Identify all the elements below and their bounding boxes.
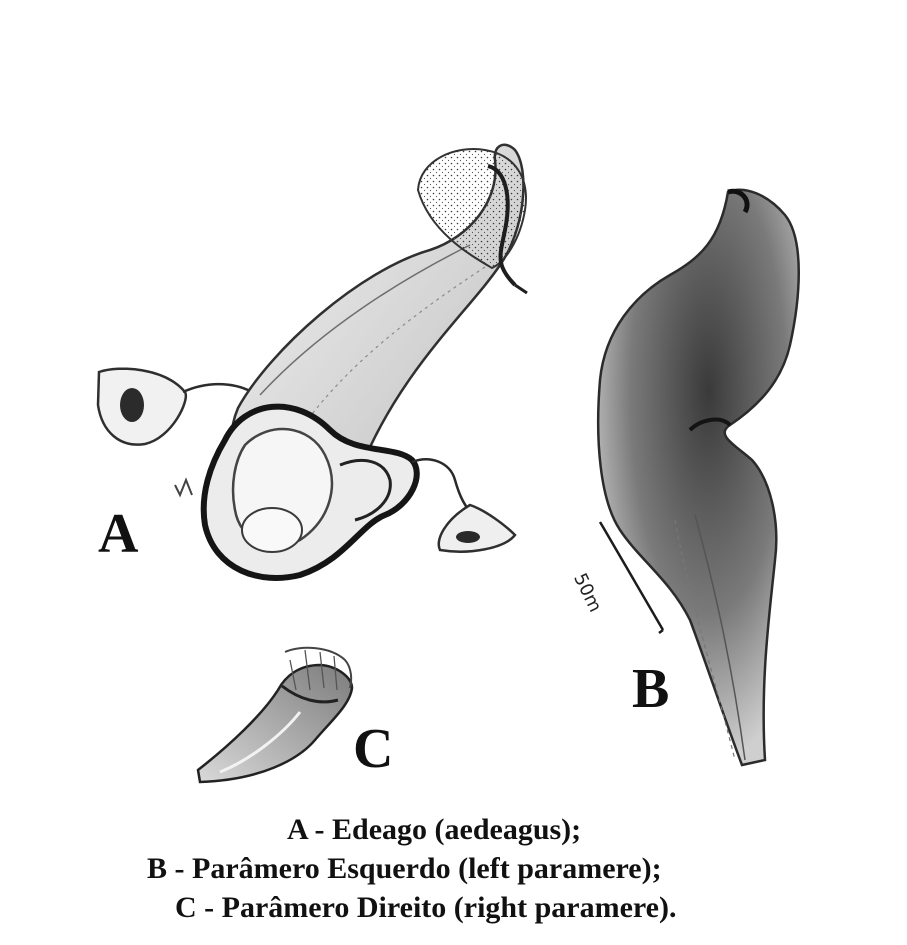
caption-line-right-paramere: C - Parâmero Direito (right paramere). bbox=[175, 891, 677, 924]
panel-label-b: B bbox=[632, 658, 670, 720]
aedeagus-right-spot bbox=[456, 531, 480, 543]
left-paramere-drawing bbox=[598, 190, 799, 765]
aedeagus-drawing bbox=[98, 145, 527, 578]
left-paramere-body bbox=[598, 190, 799, 765]
aedeagus-right-appendage bbox=[439, 505, 515, 552]
panel-label-c: C bbox=[353, 718, 394, 780]
right-paramere-drawing bbox=[198, 648, 352, 782]
right-paramere-body bbox=[198, 665, 352, 782]
caption-line-left-paramere: B - Parâmero Esquerdo (left paramere); bbox=[147, 852, 662, 885]
aedeagus-left-spot bbox=[120, 388, 144, 422]
caption-line-aedeagus: A - Edeago (aedeagus); bbox=[287, 813, 582, 846]
panel-label-a: A bbox=[98, 503, 139, 565]
scale-bar-label: 50m bbox=[569, 570, 606, 616]
